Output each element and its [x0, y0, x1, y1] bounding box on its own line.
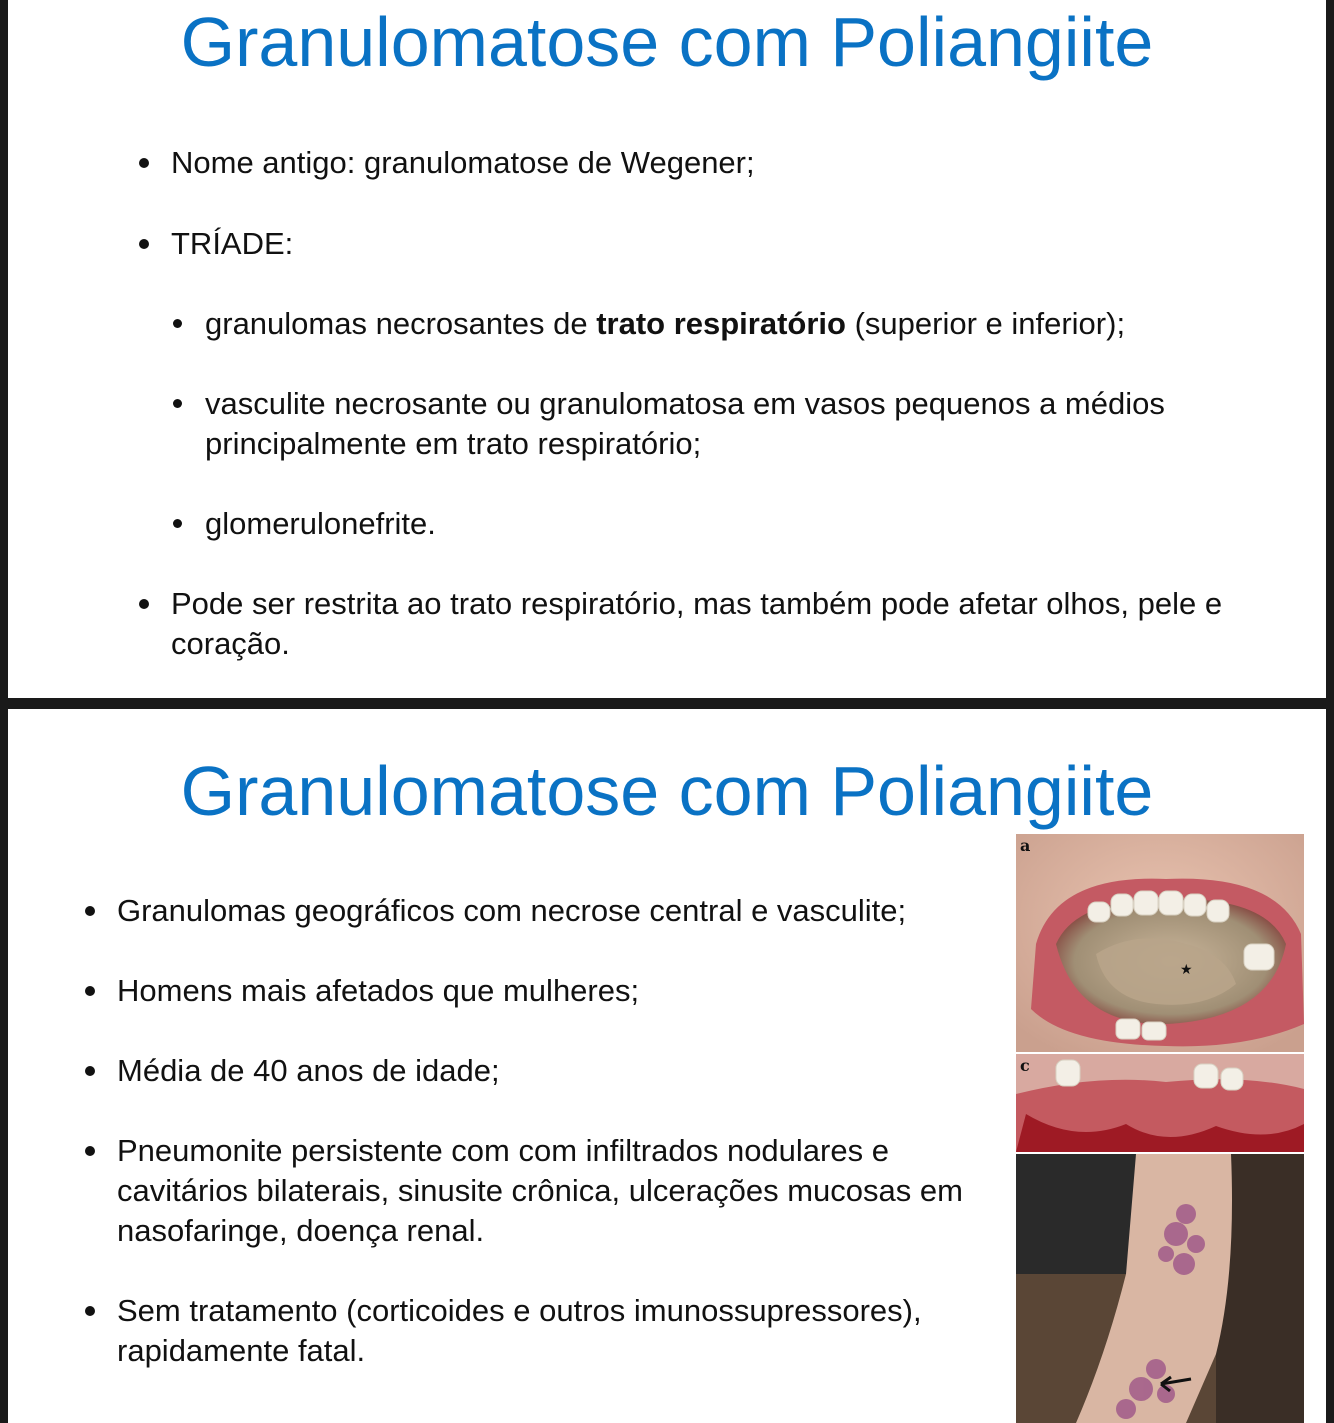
slide-1-title: Granulomatose com Poliangiite [180, 3, 1154, 81]
photo-label-a: a [1020, 836, 1031, 855]
bullet-homens: Homens mais afetados que mulheres; [117, 971, 997, 1011]
bullet-pneumonite: Pneumonite persistente com com infiltrados nodulares e cavitários bilaterais, sinusite crônica, ulcerações mucosas em nasofaringe, doença renal. [117, 1131, 987, 1251]
bullet-media-idade: Média de 40 anos de idade; [117, 1051, 997, 1091]
photo-gingival-lesion [1016, 1054, 1304, 1152]
photo-leg-purpura [1016, 1154, 1304, 1423]
triad-item-respiratory [205, 304, 1295, 344]
slide-2-title: Granulomatose com Poliangiite [180, 752, 1154, 830]
photo-oral-palate-lesion [1016, 834, 1304, 1052]
triad-item-glomerulonefrite: glomerulonefrite. [205, 504, 1295, 544]
slide-1 [8, 0, 1326, 698]
triad-item-respiratory-post: (superior e inferior); [845, 306, 1126, 341]
triad-item-vasculite: vasculite necrosante ou granulomatosa em vasos pequenos a médios principalmente em trato respiratório; [205, 384, 1255, 464]
svg-text:★: ★ [1180, 962, 1193, 978]
triad-item-respiratory-bold: trato respiratório [596, 306, 846, 341]
photo-label-c: c [1020, 1056, 1030, 1075]
bullet-granulomas-geograficos: Granulomas geográficos com necrose central e vasculite; [117, 891, 997, 931]
slide-2 [8, 709, 1326, 1423]
triad-item-respiratory-pre: granulomas necrosantes de [205, 306, 597, 341]
bullet-restrita: Pode ser restrita ao trato respiratório, mas também pode afetar olhos, pele e coração. [171, 584, 1301, 664]
bullet-nome-antigo: Nome antigo: granulomatose de Wegener; [171, 143, 1291, 183]
bullet-triade: TRÍADE: [171, 224, 1291, 264]
bullet-sem-tratamento: Sem tratamento (corticoides e outros imunossupressores), rapidamente fatal. [117, 1291, 997, 1371]
